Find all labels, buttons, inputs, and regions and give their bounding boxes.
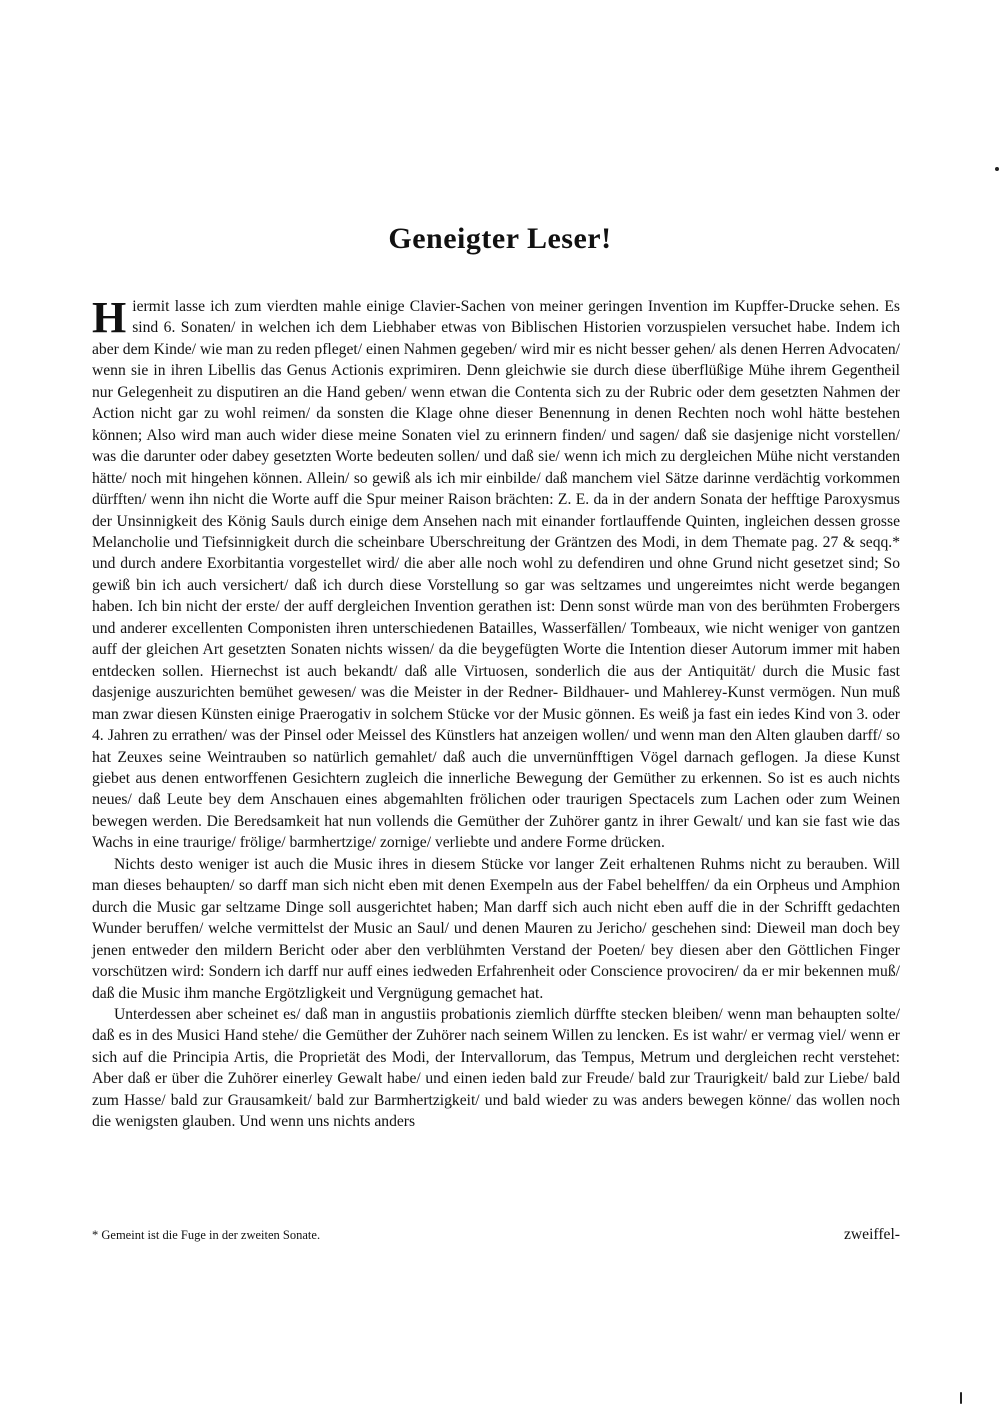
preface-body	[92, 293, 900, 1133]
paragraph-2: Nichts desto weniger ist auch die Music ihres in diesem Stücke vor langer Zeit erhaltenen Ruhms nicht zu berauben. Will man dieses behaupten/ so darff man sich nicht eben mit denen Exempeln aus der Fabel behelffen/ da ein Orpheus und Amphion durch die Music gar seltzame Dinge soll ausgerichtet haben; Man darff sich auch nicht eben auff die in der Schrifft gedachten Wunder beruffen/ welche vermittelst der Music an Saul/ und denen Mauren zu Jericho/ geschehen sind: Dieweil man doch bey jenen entweder den mildern Bericht oder aber den verblühmten Verstand der Poeten/ bey diesen aber den Göttlichen Finger vorschützen wird: Sondern ich darff nur auff eines iedweden Erfahrenheit oder Conscience provociren/ da er mir bekennen muß/ daß die Music ihm manche Ergötzligkeit und Vergnügung gemachet hat.	[92, 855, 900, 1002]
ink-mark	[960, 1392, 962, 1404]
footnote: * Gemeint ist die Fuge in der zweiten Sonate.	[92, 1228, 321, 1242]
page-title: Geneigter Leser!	[388, 222, 612, 255]
ink-speck	[995, 167, 999, 171]
paragraph-1: Hiermit lasse ich zum vierdten mahle einige Clavier-Sachen von meiner geringen Invention im Kupffer-Drucke sehen. Es sind 6. Sonaten/ in welchen ich dem Liebhaber etwas von Biblischen Historien vorzuspielen versuchet habe. Indem ich aber dem Kinde/ wie man zu reden pfleget/ einen Nahmen gegeben/ wird mir es nicht besser gehen/ als denen Herren Advocaten/ wenn sie in ihren Libellis das Genus Actionis exprimiren. Denn gleichwie sie durch diese überflüßige Mühe ihrem Gegentheil nur Gelegenheit zu disputiren an die Hand geben/ wenn etwan die Contenta sich zu der Rubric oder dem gesetzten Nahmen der Action nicht gar zu wohl reimen/ da sonsten die Klage ohne dieser Benennung in denen Rechten noch wohl hätte bestehen können; Also wird man auch wider diese meine Sonaten viel zu erinnern finden/ und sagen/ daß sie dasjenige nicht vorstellen/ was die darunter oder dabey gesetzten Worte bedeuten sollen/ und daß sie/ wenn ich mich zu dergleichen Mühe nicht verstanden hätte/ noch mit hingehen können. Allein/ so gewiß als ich mir einbilde/ daß manchem viel Sätze darinne verdächtig vorkommen dürfften/ wenn ihn nicht die Worte auff die Spur meiner Raison brächten: Z. E. da in der andern Sonata der hefftige Paroxysmus der Unsinnigkeit des König Sauls durch einige dem Ansehen nach mit einander fortlauffende Quinten, ingleichen dessen grosse Melancholie und Tiefsinnigkeit durch die scheinbare Uberschreitung der Gräntzen des Modi, in dem Themate pag. 27 & seqq.* und durch andere Exorbitantia vorgestellet wird/ die aber alle noch wohl zu defendiren und ohne Grund nicht gesetzet sind; So gewiß bin ich auch versichert/ daß ich durch diese Vorstellung so gar was seltzames und ungereimtes nicht werde begangen haben. Ich bin nicht der erste/ der auff dergleichen Invention gerathen ist: Denn sonst würde man von des berühmten Frobergers und anderer excellenten Componisten ihren unterschiedenen Batailles, Wasserfällen/ Tombeaux, wie nicht weniger von gantzen auff der gleichen Art gesetzten Sonaten nichts wissen/ da die beygefügten Worte die Intention dieser Autorum immer mit haben entdecken sollen. Hiernechst ist auch bekandt/ daß alle Virtuosen, sonderlich die aus der Antiquität/ durch die Music fast dasjenige auszurichten bemühet gewesen/ was die Meister in der Redner- Bildhauer- und Mahlerey-Kunst vermögen. Nun muß man zwar diesen Künsten einige Praerogativ in solchem Stücke vor der Music gönnen. Es weiß ja fast ein iedes Kind von 3. oder 4. Jahren zu errathen/ was der Pinsel oder Meissel des Künstlers hat anzeigen wollen/ und wenn man den Alten glauben darff/ so hat Zeuxes seine Weintrauben so natürlich gemahlet/ daß auch die unvernünfftigen Vögel darnach geflogen. Ja diese Kunst giebet aus denen entworffenen Gesichtern zugleich die innerliche Bewegung der Gemüther zu erkennen. So ist es auch nichts neues/ daß Leute bey dem Anschauen eines abgemahlten frölichen oder traurigen Spectacels zum Lachen oder zum Weinen bewegen werden. Die Beredsamkeit hat nun vollends die Gemüther der Zuhörer gantz in ihrer Gewalt/ und kan sie fast wie das Wachs in eine traurige/ frölige/ barmhertzige/ zornige/ verliebte und andere Forme drücken.	[92, 293, 900, 852]
catchword: zweiffel-	[844, 1226, 900, 1243]
paragraph-3: Unterdessen aber scheinet es/ daß man in angustiis probationis ziemlich dürffte stecken bleiben/ wenn man behaupten solte/ daß es in des Musici Hand stehe/ die Gemüther der Zuhörer nach seinem Willen zu lencken. Es ist wahr/ er vermag viel/ wenn er sich auf die Principia Artis, die Proprietät des Modi, der Intervallorum, das Tempus, Metrum und dergleichen recht verstehet: Aber daß er über die Zuhörer einerley Gewalt habe/ und einen ieden bald zur Freude/ bald zur Traurigkeit/ bald zur Liebe/ bald zum Hasse/ bald zur Grausamkeit/ bald zur Barmhertzigkeit/ und bald wieder zu was anders bewegen könne/ das wollen noch die wenigsten glauben. Und wenn uns nichts anders	[92, 1005, 900, 1131]
